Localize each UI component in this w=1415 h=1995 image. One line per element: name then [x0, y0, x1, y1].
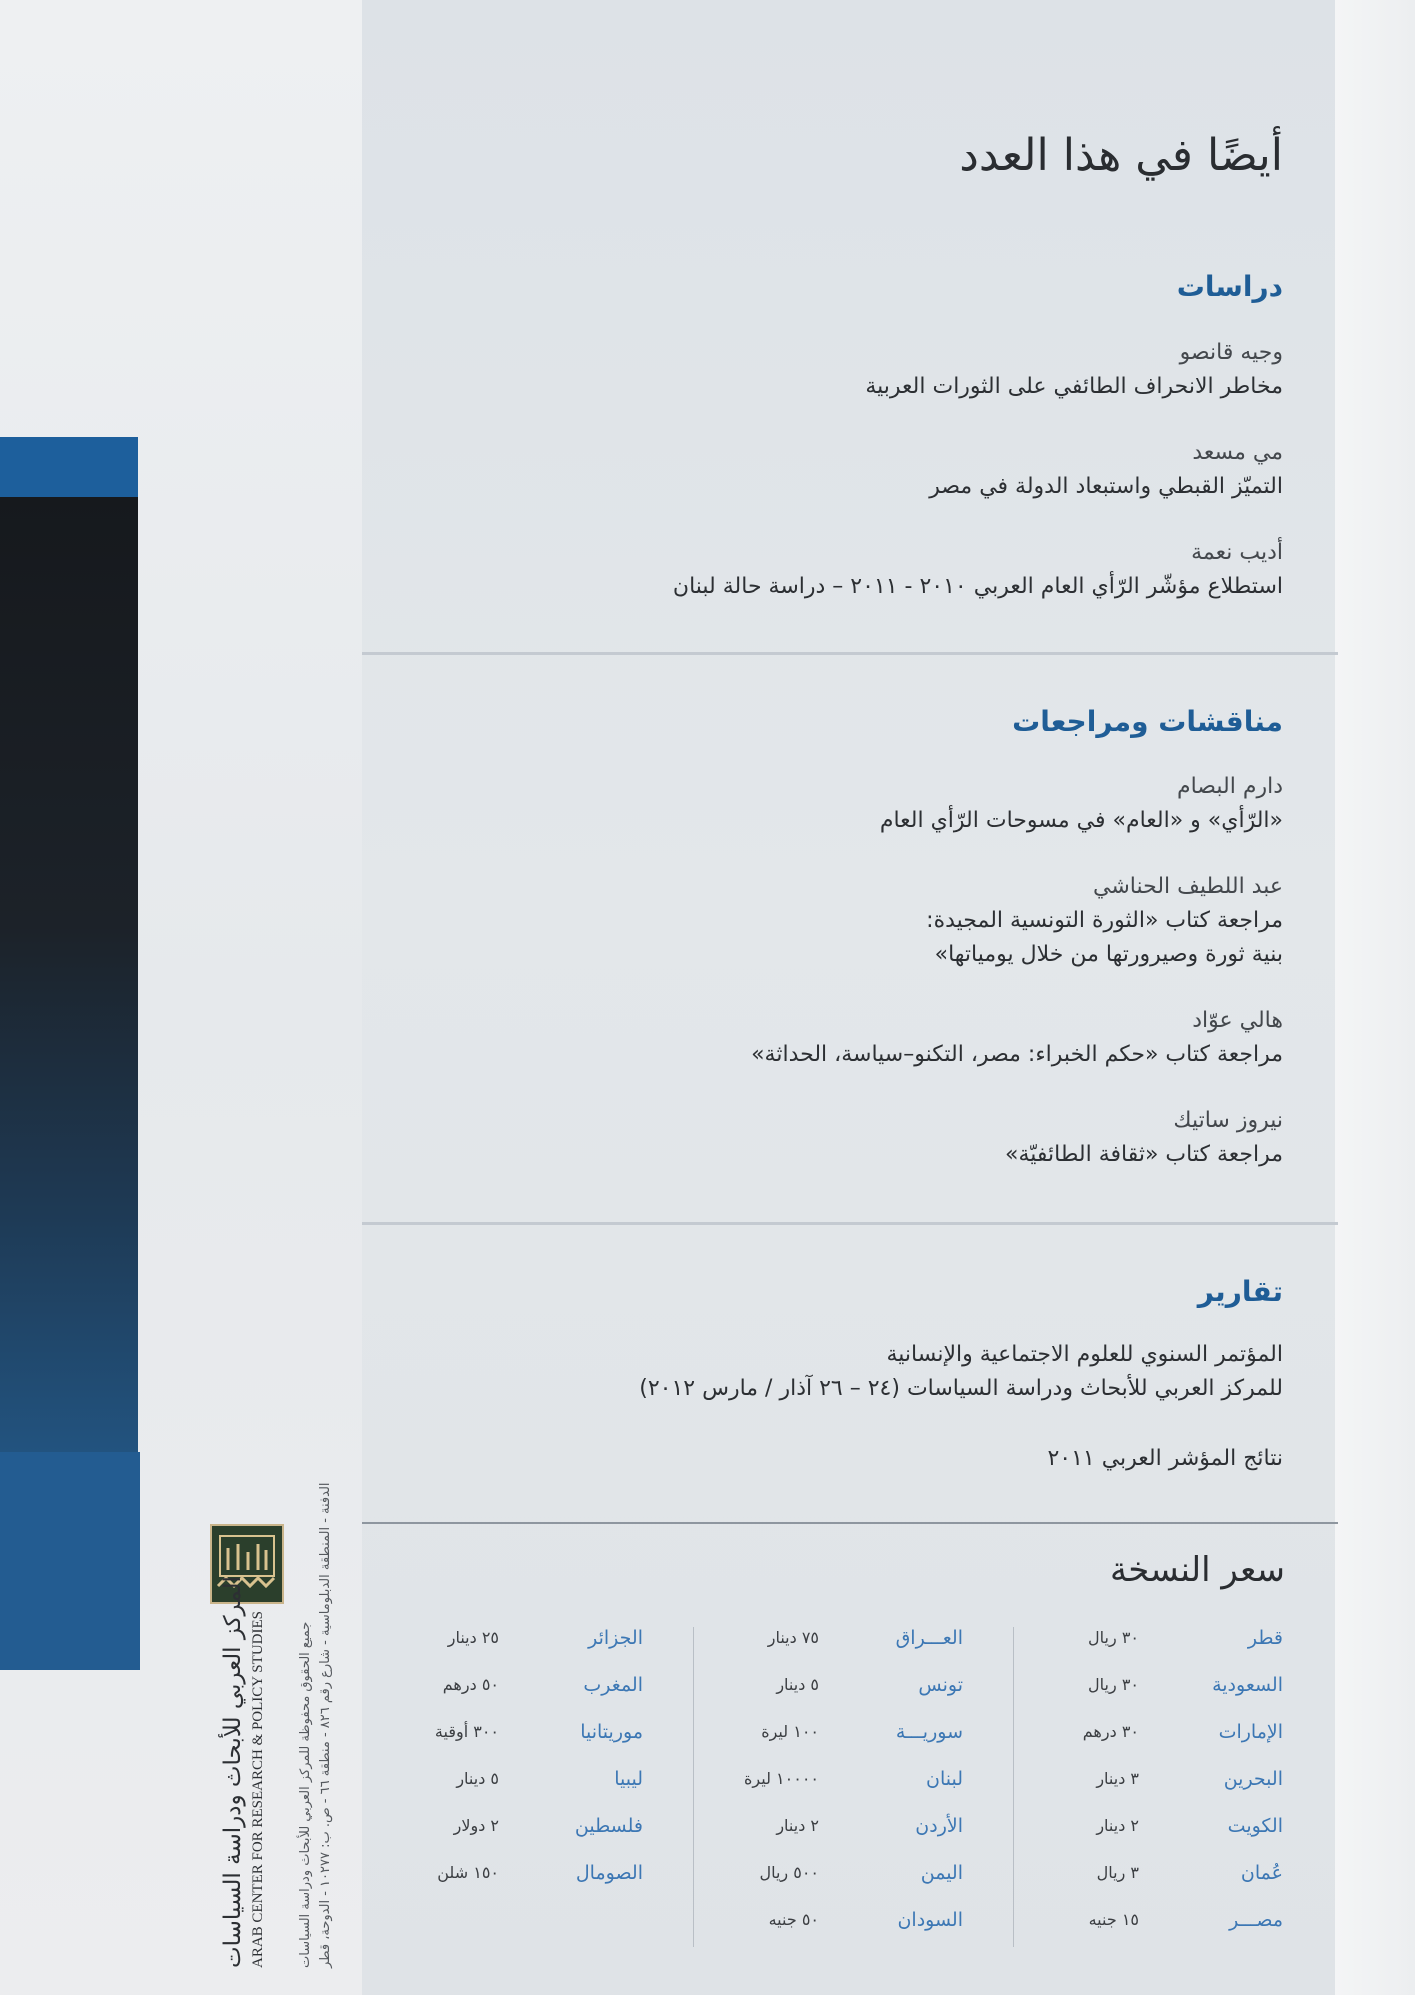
- price-row: [669, 1853, 969, 1900]
- issue-price: ٣٠ درهم: [1082, 1722, 1139, 1741]
- issue-price: ٢ دينار: [776, 1816, 819, 1835]
- article-entry: [403, 1004, 1283, 1072]
- article-entry: [403, 1338, 1283, 1406]
- article-author: دارم البصام: [1176, 774, 1283, 799]
- article-title: المؤتمر السنوي للعلوم الاجتماعية والإنسانية: [886, 1342, 1283, 1367]
- section-title-discussions: مناقشات ومراجعات: [1012, 705, 1283, 738]
- issue-price: ٣٠٠ أوقية: [434, 1722, 499, 1741]
- price-column-3: [349, 1618, 649, 1900]
- price-row: [349, 1759, 649, 1806]
- section-title-reports: تقارير: [1197, 1275, 1283, 1308]
- country-name: سوريـــة: [895, 1721, 963, 1743]
- price-row: [989, 1618, 1289, 1665]
- issue-price: ٥ دينار: [776, 1675, 819, 1694]
- price-row: [989, 1759, 1289, 1806]
- issue-price: ٥ دينار: [456, 1769, 499, 1788]
- issue-price: ١٥ جنيه: [1088, 1910, 1139, 1929]
- country-name: تونس: [918, 1674, 963, 1696]
- issue-price: ٢ دينار: [1096, 1816, 1139, 1835]
- article-entry: [403, 1442, 1283, 1476]
- article-title: بنية ثورة وصيرورتها من خلال يومياتها»: [934, 942, 1283, 967]
- country-name: اليمن: [920, 1862, 963, 1884]
- issue-price: ١٠٠٠٠ ليرة: [744, 1769, 819, 1788]
- issue-price: ٥٠ درهم: [442, 1675, 499, 1694]
- issue-price: ٢٥ دينار: [447, 1628, 499, 1647]
- article-title: «الرّأي» و «العام» في مسوحات الرّأي العام: [879, 808, 1283, 833]
- country-name: المغرب: [583, 1674, 643, 1696]
- price-row: [989, 1853, 1289, 1900]
- country-name: عُمان: [1240, 1862, 1283, 1884]
- issue-price: ٣ ريال: [1096, 1863, 1139, 1882]
- price-row: [349, 1618, 649, 1665]
- issue-price: ٧٥ دينار: [767, 1628, 819, 1647]
- article-entry: [403, 436, 1283, 504]
- price-row: [669, 1665, 969, 1712]
- price-row: [989, 1806, 1289, 1853]
- issue-price: ٢ دولار: [453, 1816, 499, 1835]
- price-row: [349, 1665, 649, 1712]
- price-row: [349, 1806, 649, 1853]
- price-row: [989, 1665, 1289, 1712]
- article-entry: [403, 1104, 1283, 1172]
- country-name: الجزائر: [588, 1627, 643, 1649]
- column-divider: [693, 1627, 694, 1947]
- article-author: مي مسعد: [1192, 440, 1283, 465]
- article-author: وجيه قانصو: [1179, 340, 1283, 365]
- page-heading: أيضًا في هذا العدد: [959, 130, 1283, 181]
- article-author: هالي عوّاد: [1192, 1008, 1283, 1033]
- issue-price: ٥٠٠ ريال: [759, 1863, 819, 1882]
- article-entry: [403, 336, 1283, 404]
- price-column-1: [989, 1618, 1289, 1947]
- article-title: استطلاع مؤشّر الرّأي العام العربي ٢٠١٠ - ٢٠١١ – دراسة حالة لبنان: [672, 574, 1283, 599]
- price-row: [669, 1618, 969, 1665]
- issue-price: ١٠٠ ليرة: [761, 1722, 819, 1741]
- price-row: [989, 1712, 1289, 1759]
- column-divider: [1013, 1627, 1014, 1947]
- section-divider: [362, 652, 1338, 655]
- country-name: السعودية: [1212, 1674, 1283, 1696]
- price-row: [669, 1900, 969, 1947]
- price-row: [989, 1900, 1289, 1947]
- country-name: الكويت: [1227, 1815, 1283, 1837]
- article-entry: [403, 536, 1283, 604]
- cover-spine: [0, 497, 138, 1452]
- issue-price: ٣٠ ريال: [1088, 1675, 1139, 1694]
- publisher-name-en: ARAB CENTER FOR RESEARCH & POLICY STUDIES: [250, 1611, 266, 1968]
- publisher-address: الدفنة - المنطقة الدبلوماسية - شارع رقم ٨٢٦ - منطقة ٦٦ - ص. ب: ١٠٢٧٧ - الدوحة، قطر: [318, 1482, 333, 1968]
- article-entry: [403, 870, 1283, 972]
- discussions-list: [403, 770, 1283, 1204]
- country-name: فلسطين: [574, 1815, 643, 1837]
- article-title: مخاطر الانحراف الطائفي على الثورات العربية: [865, 374, 1283, 399]
- price-row: [669, 1806, 969, 1853]
- article-entry: [403, 770, 1283, 838]
- country-name: العـــراق: [895, 1627, 963, 1649]
- article-title: مراجعة كتاب «حكم الخبراء: مصر، التكنو–سياسة، الحداثة»: [751, 1042, 1283, 1067]
- publisher-name-ar: المركز العربي للأبحاث ودراسة السياسات: [220, 1576, 246, 1968]
- country-name: الأردن: [915, 1815, 963, 1837]
- issue-price: ١٥٠ شلن: [437, 1863, 499, 1882]
- country-name: الصومال: [575, 1862, 643, 1884]
- price-title: سعر النسخة: [1109, 1550, 1285, 1590]
- country-name: الإمارات: [1218, 1721, 1283, 1743]
- country-name: موريتانيا: [580, 1721, 643, 1743]
- price-row: [349, 1712, 649, 1759]
- issue-price: ٣٠ ريال: [1088, 1628, 1139, 1647]
- article-author: أديب نعمة: [1191, 540, 1283, 565]
- article-title: للمركز العربي للأبحاث ودراسة السياسات (٢٤ – ٢٦ آذار / مارس ٢٠١٢): [639, 1376, 1283, 1401]
- section-title-studies: دراسات: [1176, 270, 1283, 303]
- issue-price: ٣ دينار: [1096, 1769, 1139, 1788]
- country-name: السودان: [897, 1909, 963, 1931]
- country-name: مصـــر: [1229, 1909, 1283, 1931]
- country-name: البحرين: [1223, 1768, 1283, 1790]
- price-row: [669, 1759, 969, 1806]
- price-divider: [362, 1522, 1338, 1524]
- rights-notice: جميع الحقوق محفوظة للمركز العربي للأبحاث ودراسة السياسات: [298, 1621, 313, 1968]
- studies-list: [403, 336, 1283, 636]
- article-title: مراجعة كتاب «الثورة التونسية المجيدة:: [926, 908, 1283, 933]
- article-title: مراجعة كتاب «ثقافة الطائفيّة»: [1005, 1142, 1283, 1167]
- section-divider: [362, 1222, 1338, 1225]
- article-author: عبد اللطيف الحناشي: [1093, 874, 1283, 899]
- country-name: لبنان: [926, 1768, 963, 1790]
- article-title: نتائج المؤشر العربي ٢٠١١: [1047, 1446, 1283, 1471]
- article-title: التميّز القبطي واستبعاد الدولة في مصر: [929, 474, 1283, 499]
- issue-price: ٥٠ جنيه: [768, 1910, 819, 1929]
- country-name: قطر: [1247, 1627, 1283, 1649]
- price-row: [669, 1712, 969, 1759]
- reports-list: [403, 1338, 1283, 1512]
- paper-edge: [1335, 0, 1415, 1995]
- cover-spine-footer: [0, 1452, 140, 1670]
- price-column-2: [669, 1618, 969, 1947]
- country-name: ليبيا: [614, 1768, 643, 1790]
- cover-spine-band: [0, 437, 138, 497]
- price-row: [349, 1853, 649, 1900]
- article-author: نيروز ساتيك: [1173, 1108, 1283, 1133]
